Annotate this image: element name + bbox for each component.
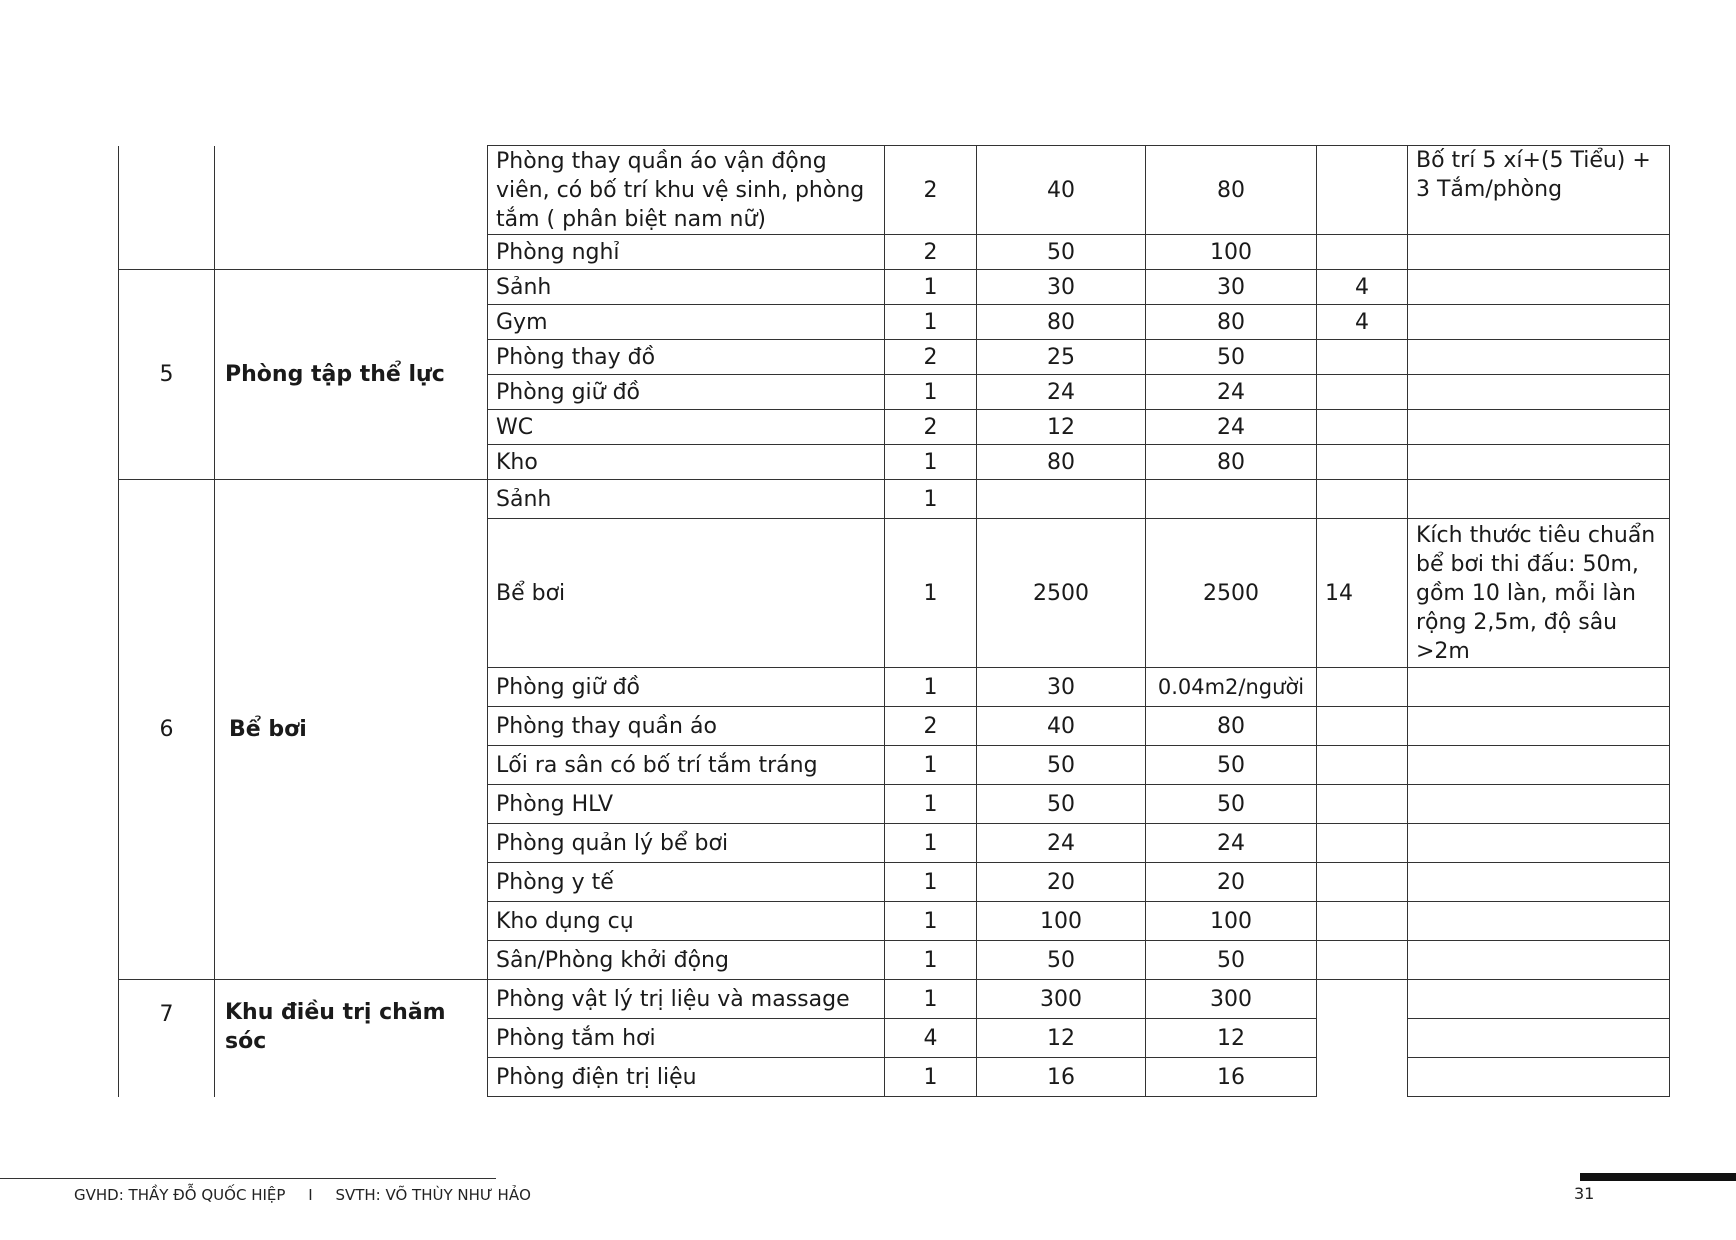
total-cell: 2500	[1146, 519, 1317, 668]
table-row	[119, 980, 1670, 1019]
total-cell: 300	[1146, 980, 1317, 1019]
total-cell: 100	[1146, 235, 1317, 270]
qty-cell: 1	[885, 1058, 977, 1097]
table-body	[119, 146, 1670, 1097]
total-cell: 100	[1146, 902, 1317, 941]
total-cell	[1146, 480, 1317, 519]
group-number-cell: 6	[119, 480, 215, 980]
item-cell: Phòng HLV	[488, 785, 885, 824]
note-cell: Kích thước tiêu chuẩn bể bơi thi đấu: 50m, gồm 10 làn, mỗi làn rộng 2,5m, độ sâu >2m	[1408, 519, 1670, 668]
total-cell: 50	[1146, 746, 1317, 785]
item-cell: Gym	[488, 305, 885, 340]
area-cell: 40	[977, 707, 1146, 746]
item-cell: Phòng y tế	[488, 863, 885, 902]
total-cell: 24	[1146, 375, 1317, 410]
qty-cell: 1	[885, 445, 977, 480]
item-cell: Kho dụng cụ	[488, 902, 885, 941]
total-cell: 50	[1146, 785, 1317, 824]
count-cell: 4	[1317, 305, 1408, 340]
note-cell	[1408, 902, 1670, 941]
note-cell	[1408, 746, 1670, 785]
qty-cell: 1	[885, 785, 977, 824]
total-cell: 30	[1146, 270, 1317, 305]
area-cell: 50	[977, 941, 1146, 980]
area-cell: 30	[977, 668, 1146, 707]
table-row	[119, 480, 1670, 519]
count-cell	[1317, 375, 1408, 410]
item-cell: Phòng quản lý bể bơi	[488, 824, 885, 863]
area-cell: 80	[977, 445, 1146, 480]
total-cell: 80	[1146, 445, 1317, 480]
count-cell	[1317, 863, 1408, 902]
area-cell: 100	[977, 902, 1146, 941]
area-cell: 50	[977, 746, 1146, 785]
footer-credits	[74, 1186, 531, 1204]
note-cell	[1408, 410, 1670, 445]
footer-accent-bar	[1580, 1173, 1736, 1181]
item-cell: Sảnh	[488, 270, 885, 305]
note-cell: Bố trí 5 xí+(5 Tiểu) + 3 Tắm/phòng	[1408, 146, 1670, 235]
total-cell: 80	[1146, 146, 1317, 235]
footer-divider	[0, 1178, 496, 1179]
count-cell	[1317, 146, 1408, 235]
count-cell	[1317, 824, 1408, 863]
note-cell	[1408, 445, 1670, 480]
item-cell: Kho	[488, 445, 885, 480]
group-name-cell: Khu điều trị chăm sóc	[215, 980, 488, 1097]
area-cell: 50	[977, 785, 1146, 824]
total-cell: 12	[1146, 1019, 1317, 1058]
count-cell	[1317, 902, 1408, 941]
total-cell: 50	[1146, 340, 1317, 375]
area-cell: 24	[977, 824, 1146, 863]
count-cell: 14	[1317, 519, 1408, 668]
note-cell	[1408, 1058, 1670, 1097]
item-cell: Phòng giữ đồ	[488, 668, 885, 707]
footer-separator: I	[308, 1186, 313, 1204]
group-name-cell	[215, 146, 488, 270]
total-cell: 24	[1146, 824, 1317, 863]
qty-cell: 2	[885, 410, 977, 445]
count-cell	[1317, 941, 1408, 980]
count-cell	[1317, 746, 1408, 785]
group-number-cell: 7	[119, 980, 215, 1097]
qty-cell: 1	[885, 863, 977, 902]
note-cell	[1408, 305, 1670, 340]
area-cell: 12	[977, 1019, 1146, 1058]
note-cell	[1408, 235, 1670, 270]
area-cell: 80	[977, 305, 1146, 340]
qty-cell: 1	[885, 668, 977, 707]
qty-cell: 1	[885, 480, 977, 519]
table-row	[119, 270, 1670, 305]
note-cell	[1408, 980, 1670, 1019]
area-cell: 24	[977, 375, 1146, 410]
total-cell: 24	[1146, 410, 1317, 445]
total-cell: 80	[1146, 707, 1317, 746]
count-cell	[1317, 707, 1408, 746]
qty-cell: 2	[885, 707, 977, 746]
area-cell: 30	[977, 270, 1146, 305]
note-cell	[1408, 375, 1670, 410]
qty-cell: 1	[885, 902, 977, 941]
item-cell: WC	[488, 410, 885, 445]
table-row	[119, 146, 1670, 235]
item-cell: Lối ra sân có bố trí tắm tráng	[488, 746, 885, 785]
note-cell	[1408, 707, 1670, 746]
group-number-cell	[119, 146, 215, 270]
qty-cell: 1	[885, 980, 977, 1019]
count-cell	[1317, 480, 1408, 519]
room-schedule-table	[118, 145, 1670, 1097]
item-cell: Phòng vật lý trị liệu và massage	[488, 980, 885, 1019]
note-cell	[1408, 941, 1670, 980]
total-cell: 20	[1146, 863, 1317, 902]
note-cell	[1408, 270, 1670, 305]
qty-cell: 1	[885, 305, 977, 340]
footer-instructor: GVHD: THẦY ĐỖ QUỐC HIỆP	[74, 1186, 286, 1204]
item-cell: Sảnh	[488, 480, 885, 519]
total-cell: 80	[1146, 305, 1317, 340]
qty-cell: 1	[885, 519, 977, 668]
note-cell	[1408, 863, 1670, 902]
qty-cell: 1	[885, 375, 977, 410]
area-cell: 40	[977, 146, 1146, 235]
total-cell: 16	[1146, 1058, 1317, 1097]
area-cell: 50	[977, 235, 1146, 270]
qty-cell: 1	[885, 746, 977, 785]
group-number-cell: 5	[119, 270, 215, 480]
qty-cell: 1	[885, 941, 977, 980]
group-name-cell: Phòng tập thể lực	[215, 270, 488, 480]
qty-cell: 4	[885, 1019, 977, 1058]
note-cell	[1408, 668, 1670, 707]
area-cell: 2500	[977, 519, 1146, 668]
count-cell	[1317, 340, 1408, 375]
area-cell	[977, 480, 1146, 519]
total-cell: 50	[1146, 941, 1317, 980]
item-cell: Phòng tắm hơi	[488, 1019, 885, 1058]
count-cell	[1317, 410, 1408, 445]
count-cell	[1317, 785, 1408, 824]
item-cell: Phòng thay đồ	[488, 340, 885, 375]
item-cell: Phòng giữ đồ	[488, 375, 885, 410]
count-cell	[1317, 980, 1408, 1097]
note-cell	[1408, 340, 1670, 375]
qty-cell: 1	[885, 824, 977, 863]
count-cell	[1317, 668, 1408, 707]
qty-cell: 1	[885, 270, 977, 305]
item-cell: Sân/Phòng khởi động	[488, 941, 885, 980]
area-cell: 20	[977, 863, 1146, 902]
page-number: 31	[1574, 1184, 1595, 1203]
note-cell	[1408, 785, 1670, 824]
area-cell: 25	[977, 340, 1146, 375]
area-cell: 12	[977, 410, 1146, 445]
footer-student: SVTH: VÕ THÙY NHƯ HẢO	[335, 1186, 531, 1204]
note-cell	[1408, 824, 1670, 863]
item-cell: Bể bơi	[488, 519, 885, 668]
total-cell: 0.04m2/người	[1146, 668, 1317, 707]
group-name-cell: Bể bơi	[215, 480, 488, 980]
item-cell: Phòng thay quần áo vận động viên, có bố trí khu vệ sinh, phòng tắm ( phân biệt nam nữ)	[488, 146, 885, 235]
qty-cell: 2	[885, 146, 977, 235]
item-cell: Phòng điện trị liệu	[488, 1058, 885, 1097]
count-cell	[1317, 445, 1408, 480]
count-cell	[1317, 235, 1408, 270]
item-cell: Phòng thay quần áo	[488, 707, 885, 746]
item-cell: Phòng nghỉ	[488, 235, 885, 270]
area-cell: 300	[977, 980, 1146, 1019]
note-cell	[1408, 480, 1670, 519]
area-cell: 16	[977, 1058, 1146, 1097]
qty-cell: 2	[885, 235, 977, 270]
count-cell: 4	[1317, 270, 1408, 305]
note-cell	[1408, 1019, 1670, 1058]
qty-cell: 2	[885, 340, 977, 375]
